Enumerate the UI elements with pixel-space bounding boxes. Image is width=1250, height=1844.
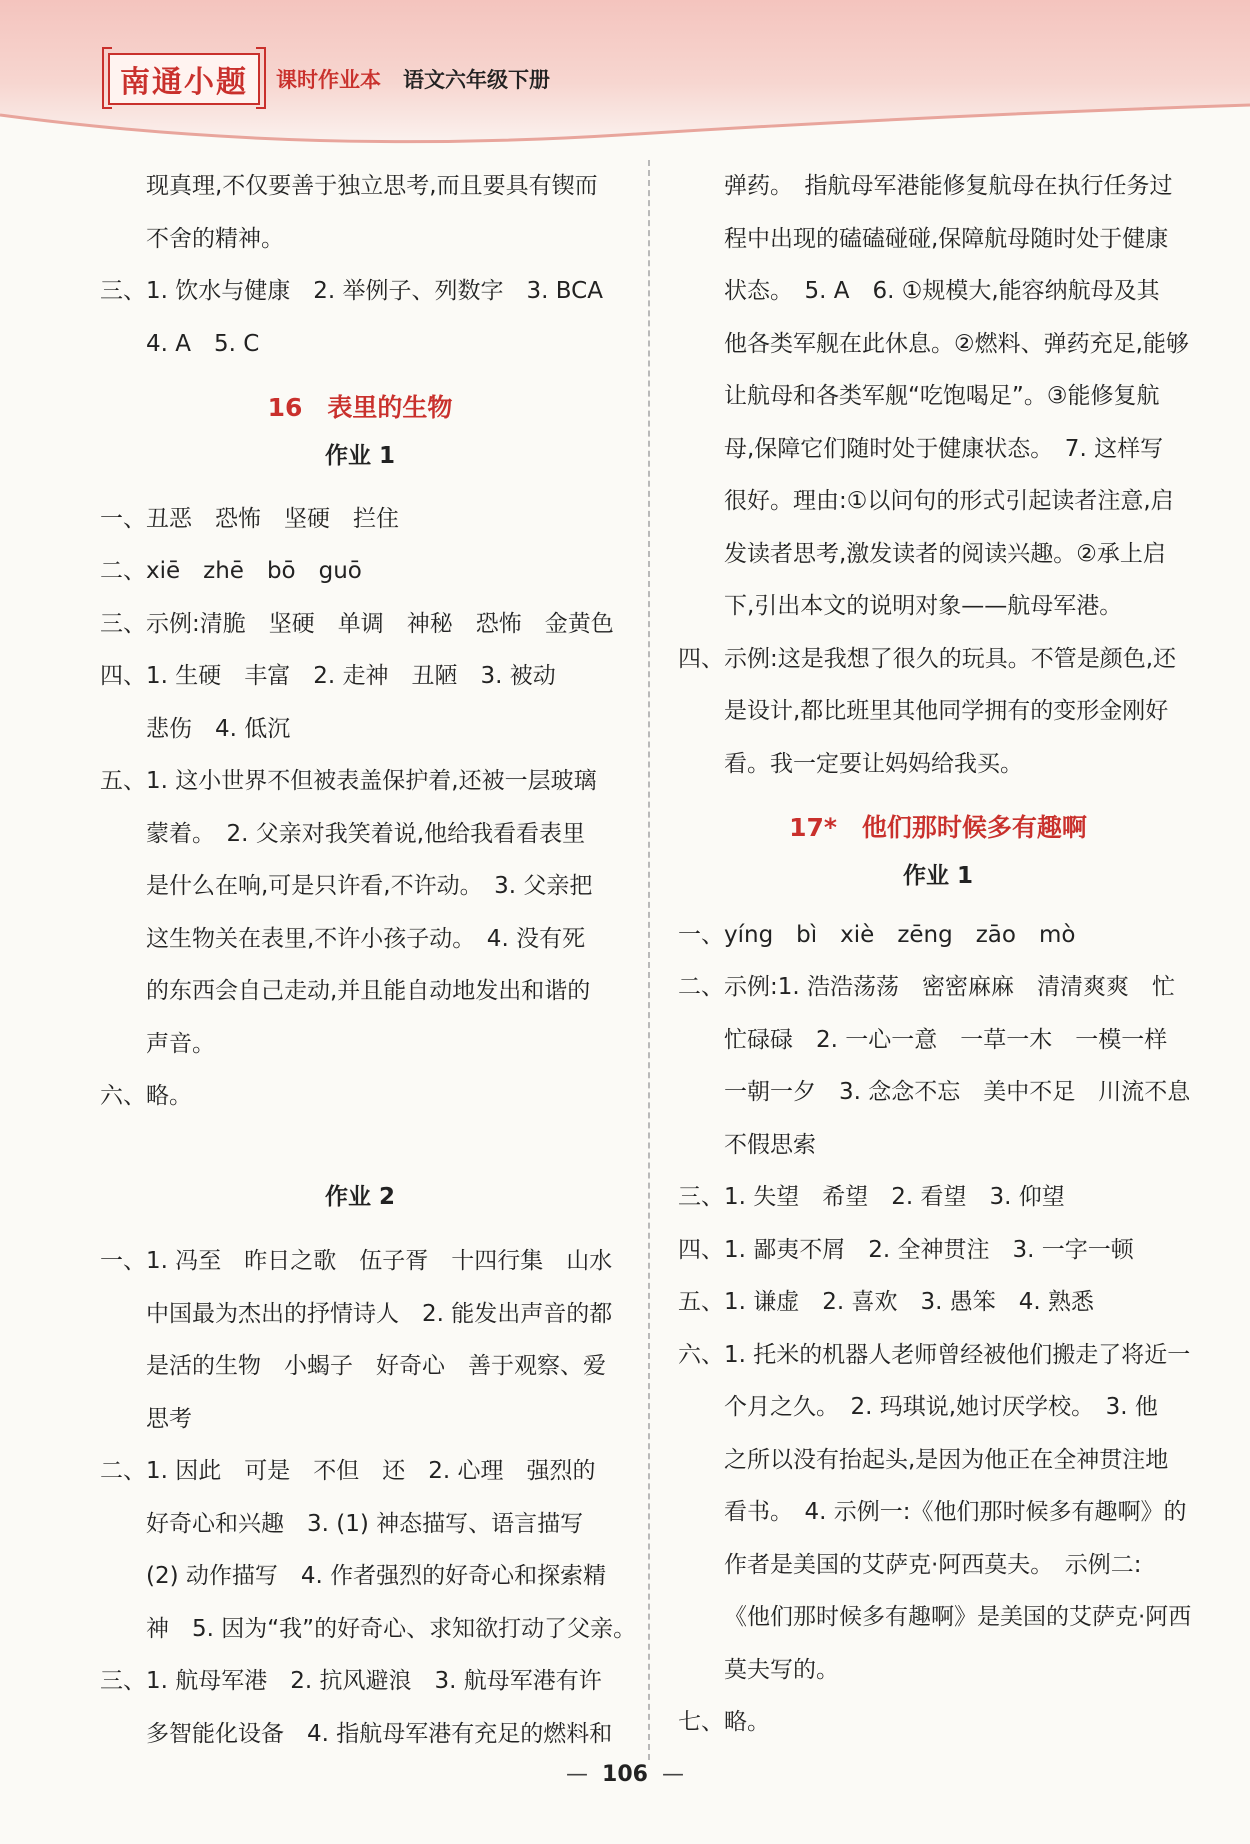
- homework-label: 作业 1: [324, 443, 395, 469]
- answer-line: 五、1. 这小世界不但被表盖保护着,还被一层玻璃: [100, 768, 597, 794]
- answer-line: 一朝一夕 3. 念念不忘 美中不足 川流不息: [724, 1079, 1191, 1105]
- answer-line: 看。我一定要让妈妈给我买。: [724, 750, 1023, 777]
- answer-line: 作者是美国的艾萨克·阿西莫夫。 示例二:: [724, 1551, 1142, 1578]
- answer-line: 一、1. 冯至 昨日之歌 伍子胥 十四行集 山水: [100, 1248, 613, 1274]
- homework-label: 作业 1: [902, 863, 973, 889]
- lesson-title: 17* 他们那时候多有趣啊: [789, 813, 1087, 842]
- answer-line: 六、略。: [100, 1083, 192, 1109]
- answer-line: 多智能化设备 4. 指航母军港有充足的燃料和: [146, 1720, 613, 1747]
- answer-line: 中国最为杰出的抒情诗人 2. 能发出声音的都: [146, 1300, 613, 1327]
- answer-line: 个月之久。 2. 玛琪说,她讨厌学校。 3. 他: [724, 1394, 1158, 1420]
- answer-line: 悲伤 4. 低沉: [146, 715, 291, 742]
- answer-line: 神 5. 因为“我”的好奇心、求知欲打动了父亲。: [146, 1615, 637, 1642]
- answer-line: 程中出现的磕磕碰碰,保障航母随时处于健康: [724, 225, 1169, 252]
- answer-line: 六、1. 托米的机器人老师曾经被他们搬走了将近一: [678, 1341, 1191, 1368]
- answer-line: 《他们那时候多有趣啊》是美国的艾萨克·阿西: [724, 1604, 1192, 1630]
- answer-line: 声音。: [146, 1030, 215, 1057]
- answer-line: (2) 动作描写 4. 作者强烈的好奇心和探索精: [146, 1563, 607, 1589]
- answer-line: 弹药。 指航母军港能修复航母在执行任务过: [724, 173, 1173, 199]
- series-name: 课时作业本: [276, 68, 381, 92]
- answer-line: 七、略。: [678, 1709, 770, 1735]
- answer-line: 二、1. 因此 可是 不但 还 2. 心理 强烈的: [100, 1458, 596, 1484]
- answer-line: 是设计,都比班里其他同学拥有的变形金刚好: [724, 698, 1169, 724]
- answer-line: 四、示例:这是我想了很久的玩具。不管是颜色,还: [678, 645, 1177, 672]
- answer-line: 4. A 5. C: [146, 330, 260, 357]
- answer-line: 是活的生物 小蝎子 好奇心 善于观察、爱: [146, 1353, 606, 1379]
- answer-line: 二、xiē zhē bō guō: [100, 558, 362, 584]
- answer-line: 忙碌碌 2. 一心一意 一草一木 一模一样: [724, 1026, 1168, 1053]
- answer-line: 四、1. 鄙夷不屑 2. 全神贯注 3. 一字一顿: [678, 1236, 1134, 1263]
- answer-line: 的东西会自己走动,并且能自动地发出和谐的: [146, 978, 591, 1004]
- answer-line: 二、示例:1. 浩浩荡荡 密密麻麻 清清爽爽 忙: [678, 974, 1176, 1000]
- answer-line: 这生物关在表里,不许小孩子动。 4. 没有死: [146, 925, 586, 952]
- answer-line: 下,引出本文的说明对象——航母军港。: [724, 593, 1123, 619]
- brand-logo: 南通小题: [108, 53, 260, 105]
- answer-line: 之所以没有抬起头,是因为他正在全神贯注地: [724, 1446, 1169, 1473]
- answer-line: 一、yíng bì xiè zēng zāo mò: [678, 921, 1076, 948]
- right-column: [678, 160, 1198, 1749]
- answer-line: 看书。 4. 示例一:《他们那时候多有趣啊》的: [724, 1499, 1187, 1525]
- answer-line: 现真理,不仅要善于独立思考,而且要具有锲而: [146, 173, 598, 199]
- answer-line: 三、1. 饮水与健康 2. 举例子、列数字 3. BCA: [100, 278, 603, 304]
- answer-line: 状态。 5. A 6. ①规模大,能容纳航母及其: [724, 278, 1160, 304]
- answer-line: 发读者思考,激发读者的阅读兴趣。②承上启: [724, 540, 1166, 567]
- page-number-value: 106: [602, 1762, 648, 1787]
- answer-line: 母,保障它们随时处于健康状态。 7. 这样写: [724, 435, 1164, 462]
- answer-line: 三、1. 航母军港 2. 抗风避浪 3. 航母军港有许: [100, 1668, 602, 1694]
- page-header: [0, 0, 1250, 150]
- answer-line: 很好。理由:①以问句的形式引起读者注意,启: [724, 488, 1174, 514]
- column-divider: [648, 160, 650, 1760]
- answer-line: 好奇心和兴趣 3. (1) 神态描写、语言描写: [146, 1510, 584, 1537]
- answer-line: 不舍的精神。: [146, 225, 284, 252]
- answer-line: 三、1. 失望 希望 2. 看望 3. 仰望: [678, 1184, 1065, 1210]
- answer-line: 蒙着。 2. 父亲对我笑着说,他给我看看表里: [146, 820, 586, 847]
- header-brand: [108, 56, 550, 102]
- answer-line: 是什么在响,可是只许看,不许动。 3. 父亲把: [146, 873, 593, 899]
- answer-line: 思考: [146, 1405, 192, 1432]
- answer-line: 莫夫写的。: [724, 1656, 839, 1683]
- header-wave: [0, 95, 1250, 165]
- answer-line: 三、示例:清脆 坚硬 单调 神秘 恐怖 金黄色: [100, 610, 614, 637]
- answer-line: 不假思索: [724, 1131, 816, 1158]
- answer-line: 他各类军舰在此休息。②燃料、弹药充足,能够: [724, 330, 1189, 357]
- lesson-title: 16 表里的生物: [267, 393, 453, 422]
- book-title: 语文六年级下册: [403, 68, 550, 92]
- left-column: [100, 160, 637, 1760]
- answer-line: 四、1. 生硬 丰富 2. 走神 丑陋 3. 被动: [100, 663, 556, 689]
- homework-label: 作业 2: [324, 1183, 395, 1210]
- answer-line: 一、丑恶 恐怖 坚硬 拦住: [100, 505, 399, 532]
- page-number: — 106 —: [566, 1762, 684, 1787]
- answer-line: 让航母和各类军舰“吃饱喝足”。③能修复航: [724, 383, 1160, 409]
- answer-line: 五、1. 谦虚 2. 喜欢 3. 愚笨 4. 熟悉: [678, 1289, 1095, 1315]
